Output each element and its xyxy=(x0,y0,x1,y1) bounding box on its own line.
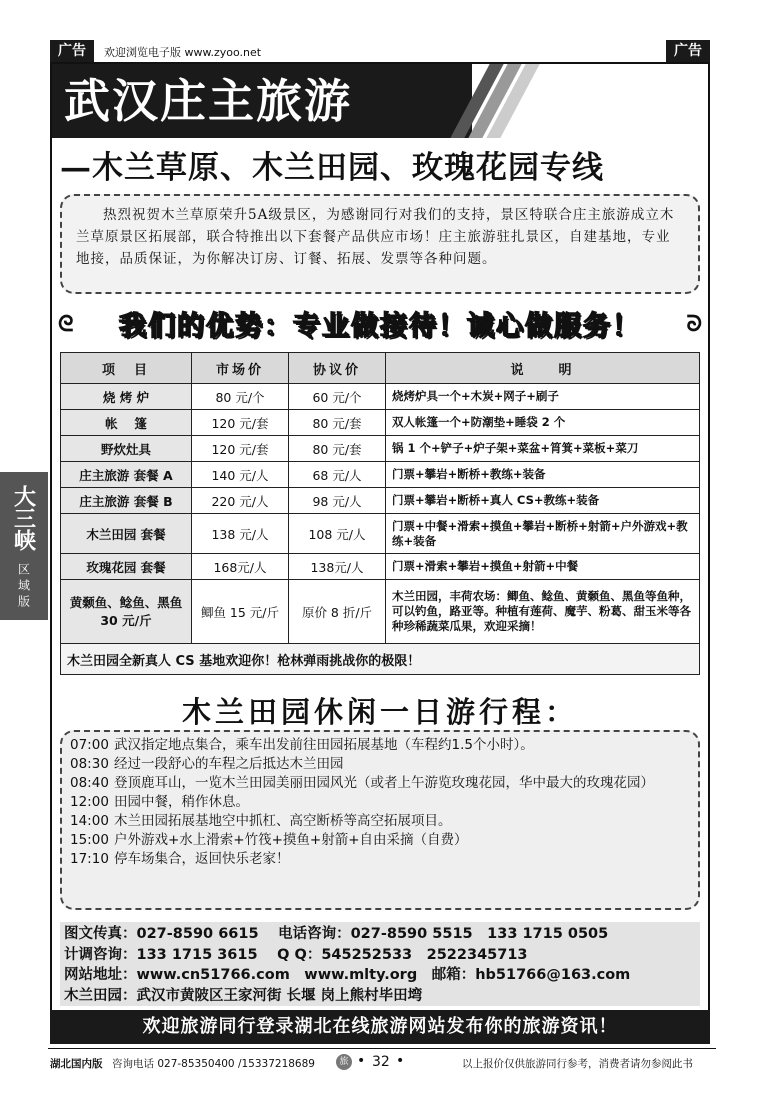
cell-desc: 门票+攀岩+断桥+教练+装备 xyxy=(386,462,700,488)
cell-item: 庄主旅游 套餐 A xyxy=(61,462,192,488)
itinerary-item xyxy=(70,774,695,793)
cell-desc: 门票+中餐+滑索+摸鱼+攀岩+断桥+射箭+户外游戏+教练+装备 xyxy=(386,514,700,554)
header-market: 市场价 xyxy=(192,353,289,384)
contact-planner: 计调咨询：133 1715 3615 Q Q：545252533 2522345713 xyxy=(64,946,528,963)
itinerary-text: 登顶鹿耳山，一览木兰田园美丽田园风光（或者上午游览玫瑰花园，华中最大的玫瑰花园） xyxy=(114,775,654,791)
itinerary-text: 田园中餐，稍作休息。 xyxy=(114,794,249,810)
cell-item: 烧 烤 炉 xyxy=(61,384,192,410)
page-title: 武汉庄主旅游 xyxy=(52,64,472,138)
footer-divider xyxy=(48,1048,716,1049)
page-number: 32 xyxy=(372,1054,390,1070)
contact-fax-phone: 图文传真：027-8590 6615 电话咨询：027-8590 5515 133 1715 0505 xyxy=(64,926,609,942)
itinerary-item xyxy=(70,850,695,869)
itinerary-time: 12:00 xyxy=(70,794,109,810)
cell-agreed: 68 元/人 xyxy=(289,462,386,488)
cell-agreed: 原价 8 折/斤 xyxy=(289,580,386,644)
contact-block xyxy=(60,922,700,1006)
cell-item: 木兰田园 套餐 xyxy=(61,514,192,554)
side-tab-small: 区域版 xyxy=(16,563,31,611)
table-row xyxy=(61,580,700,644)
price-table xyxy=(60,352,700,675)
cell-market: 120 元/套 xyxy=(192,436,289,462)
page-number-dots: • xyxy=(396,1053,405,1069)
itinerary-time: 15:00 xyxy=(70,832,109,848)
header-desc: 说 明 xyxy=(386,353,700,384)
itinerary-text: 木兰田园拓展基地空中抓杠、高空断桥等高空拓展项目。 xyxy=(114,813,452,829)
table-note-row xyxy=(61,644,700,675)
table-row xyxy=(61,514,700,554)
contact-address: 木兰田园：武汉市黄陂区王家河街 长堰 岗上熊村毕田塆 xyxy=(64,987,423,1004)
cell-item: 玫瑰花园 套餐 xyxy=(61,554,192,580)
ad-tag-left: 广告 xyxy=(50,40,94,62)
cell-agreed: 60 元/个 xyxy=(289,384,386,410)
table-row xyxy=(61,554,700,580)
cell-market: 鲫鱼 15 元/斤 xyxy=(192,580,289,644)
cell-market: 138 元/人 xyxy=(192,514,289,554)
itinerary-item xyxy=(70,812,695,831)
route-subtitle: —木兰草原、木兰田园、玫瑰花园专线 xyxy=(60,150,604,186)
cell-item: 野炊灶具 xyxy=(61,436,192,462)
footer-phone: 咨询电话 027-85350400 /15337218689 xyxy=(112,1058,315,1070)
cell-item: 帐 篷 xyxy=(61,410,192,436)
cell-desc: 门票+攀岩+断桥+真人 CS+教练+装备 xyxy=(386,488,700,514)
cell-item: 黄颡鱼、鲶鱼、黑鱼 30 元/斤 xyxy=(61,580,192,644)
side-tab-big: 大三峡 xyxy=(10,485,37,551)
itinerary-text: 经过一段舒心的车程之后抵达木兰田园 xyxy=(114,756,344,772)
table-row xyxy=(61,384,700,410)
contact-website: 网站地址：www.cn51766.com www.mlty.org 邮箱：hb51766@163.com xyxy=(64,967,631,983)
itinerary-time: 08:30 xyxy=(70,756,109,772)
cell-desc: 烧烤炉具一个+木炭+网子+刷子 xyxy=(386,384,700,410)
cell-agreed: 138元/人 xyxy=(289,554,386,580)
itinerary-text: 停车场集合，返回快乐老家！ xyxy=(114,851,290,867)
itinerary-text: 武汉指定地点集合，乘车出发前往田园拓展基地（车程约1.5个小时）。 xyxy=(114,737,534,753)
cell-market: 80 元/个 xyxy=(192,384,289,410)
swirl-ornament-icon: ᘓ xyxy=(58,312,74,337)
cell-market: 120 元/套 xyxy=(192,410,289,436)
itinerary-time: 17:10 xyxy=(70,851,109,867)
footer-disclaimer: 以上报价仅供旅游同行参考，消费者请勿参阅此书 xyxy=(462,1058,693,1070)
ad-tag-right: 广告 xyxy=(666,40,710,62)
cell-market: 220 元/人 xyxy=(192,488,289,514)
table-row xyxy=(61,488,700,514)
welcome-text: 欢迎浏览电子版 www.zyoo.net xyxy=(104,46,262,59)
itinerary-item xyxy=(70,736,695,755)
cell-market: 140 元/人 xyxy=(192,462,289,488)
itinerary-time: 08:40 xyxy=(70,775,109,791)
intro-paragraph: 热烈祝贺木兰草原荣升5A级景区，为感谢同行对我们的支持，景区特联合庄主旅游成立木兰草原景区拓展部，联合特推出以下套餐产品供应市场！庄主旅游驻扎景区，自建基地，专业地接，品质保证，为你解决订房、订餐、拓展、发票等各种问题。 xyxy=(60,194,700,294)
cell-agreed: 108 元/人 xyxy=(289,514,386,554)
cell-agreed: 98 元/人 xyxy=(289,488,386,514)
header-item: 项 目 xyxy=(61,353,192,384)
cell-agreed: 80 元/套 xyxy=(289,410,386,436)
itinerary-title: 木兰田园休闲一日游行程： xyxy=(181,695,578,729)
table-row xyxy=(61,410,700,436)
table-row xyxy=(61,462,700,488)
cell-desc: 双人帐篷一个+防潮垫+睡袋 2 个 xyxy=(386,410,700,436)
page-number-dots: • xyxy=(357,1053,366,1069)
cell-item: 庄主旅游 套餐 B xyxy=(61,488,192,514)
itinerary-list xyxy=(70,736,695,869)
itinerary-text: 户外游戏+水上滑索+竹筏+摸鱼+射箭+自由采摘（自费） xyxy=(114,832,468,848)
cell-desc: 门票+滑索+攀岩+摸鱼+射箭+中餐 xyxy=(386,554,700,580)
cell-desc: 锅 1 个+铲子+炉子架+菜盆+筲箕+菜板+菜刀 xyxy=(386,436,700,462)
cell-agreed: 80 元/套 xyxy=(289,436,386,462)
page-badge-icon: 旅 xyxy=(336,1054,352,1070)
footer-edition: 湖北国内版 xyxy=(50,1058,103,1070)
itinerary-item xyxy=(70,831,695,850)
cell-market: 168元/人 xyxy=(192,554,289,580)
table-header-row xyxy=(61,353,700,384)
table-row xyxy=(61,436,700,462)
table-footer-note: 木兰田园全新真人 CS 基地欢迎你！枪林弹雨挑战你的极限！ xyxy=(61,644,700,675)
region-side-tab xyxy=(0,472,48,620)
itinerary-item xyxy=(70,793,695,812)
header-agreed: 协议价 xyxy=(289,353,386,384)
itinerary-item xyxy=(70,755,695,774)
swirl-ornament-icon: ᘐ xyxy=(686,312,702,337)
itinerary-time: 07:00 xyxy=(70,737,109,753)
bottom-banner: 欢迎旅游同行登录湖北在线旅游网站发布你的旅游资讯！ xyxy=(50,1010,710,1044)
itinerary-time: 14:00 xyxy=(70,813,109,829)
slogan-banner: 我们的优势：专业做接待！诚心做服务！ xyxy=(119,311,641,342)
cell-desc: 木兰田园，丰荷农场：鲫鱼、鲶鱼、黄颡鱼、黑鱼等鱼种，可以钓鱼，路亚等。种植有莲荷、魔芋、粉葛、甜玉米等各种珍稀蔬菜瓜果，欢迎采摘！ xyxy=(386,580,700,644)
